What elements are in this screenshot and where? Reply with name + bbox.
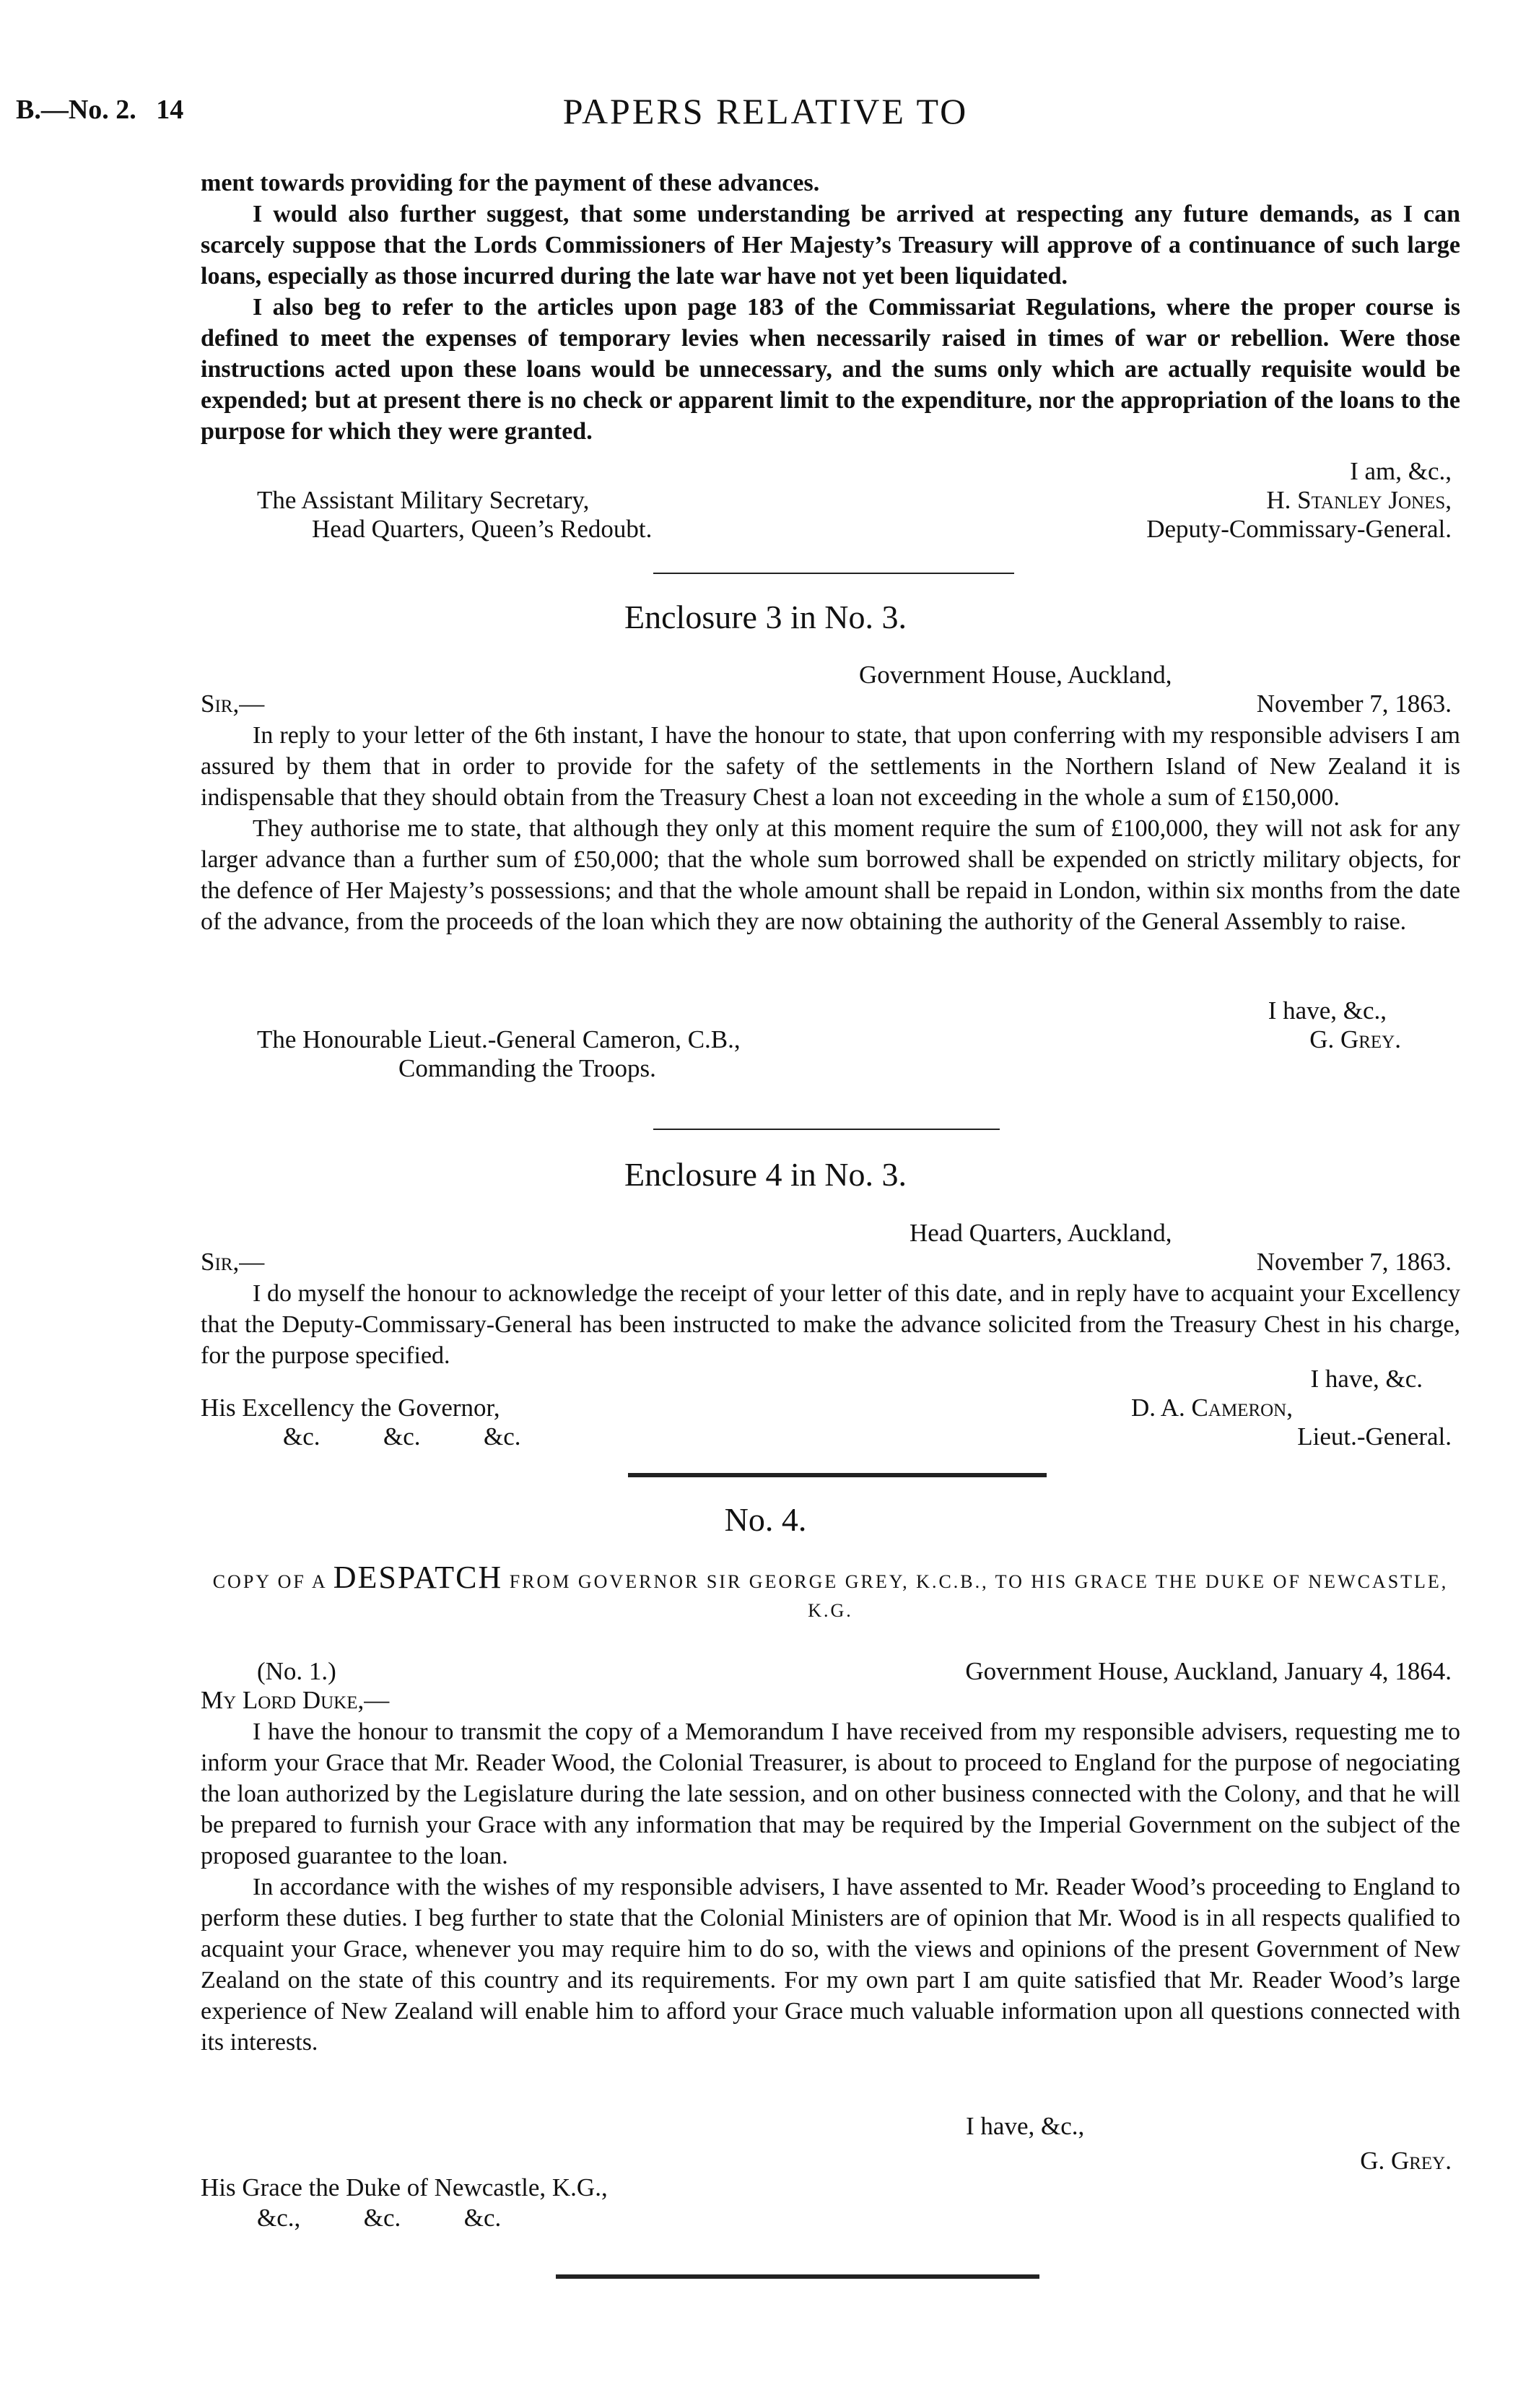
despatch-title-word: DESPATCH	[333, 1560, 503, 1595]
despatch-number-heading: No. 4.	[724, 1501, 807, 1538]
despatch-body	[201, 1716, 1460, 2058]
page-number: 14	[156, 95, 184, 125]
section-divider	[653, 1129, 1000, 1130]
addressee-line: The Honourable Lieut.-General Cameron, C.B.,	[257, 1025, 741, 1053]
signature: D. A. Cameron,	[1130, 1394, 1293, 1422]
addressee-line: Commanding the Troops.	[398, 1054, 656, 1082]
signature-title: Deputy-Commissary-General.	[1146, 515, 1452, 543]
salutation: Sir,—	[201, 690, 265, 718]
place-line: Government House, Auckland,	[859, 661, 1172, 689]
date-line: November 7, 1863.	[1256, 690, 1452, 718]
addressee-line: Head Quarters, Queen’s Redoubt.	[312, 515, 653, 543]
place-line: Head Quarters, Auckland,	[910, 1219, 1172, 1247]
end-divider	[556, 2274, 1039, 2279]
signature: G. Grey.	[1360, 2147, 1452, 2175]
signature-title: Lieut.-General.	[1297, 1422, 1452, 1451]
despatch-title-suffix: FROM GOVERNOR SIR GEORGE GREY, K.C.B., TO HIS GRACE THE DUKE OF NEWCASTLE, K.G.	[502, 1571, 1449, 1621]
paragraph: I also beg to refer to the articles upon page 183 of the Commissariat Regulations, where the proper course is defined to meet the expenses of temporary levies when necessarily raised in times of war or rebellion. Were those instructions acted upon these loans would be unnecessary, and the sums only which are actually requisite would be expended; but at present there is no check or apparent limit to the expenditure, nor the appropriation of the loans to the purpose for which they were granted.	[201, 294, 1460, 445]
salutation: Sir,—	[201, 1248, 265, 1276]
closing: I have, &c.,	[966, 2112, 1085, 2140]
despatch-title-prefix: COPY OF A	[212, 1571, 333, 1592]
enclosure-heading: Enclosure 4 in No. 3.	[624, 1156, 907, 1193]
section-divider	[653, 573, 1014, 574]
signature: G. Grey.	[1309, 1025, 1401, 1053]
addressee-line: &c. &c. &c.	[283, 1422, 521, 1451]
paragraph: I do myself the honour to acknowledge the receipt of your letter of this date, and in reply have to acquaint your Excellency that the Deputy-Commissary-General has been instructed to make the advance solicited from the Treasury Chest in his charge, for the purpose specified.	[201, 1280, 1460, 1369]
section-divider	[628, 1473, 1047, 1477]
enclosure4-body	[201, 1278, 1460, 1371]
paper-reference: B.—No. 2.	[16, 95, 136, 125]
addressee-line: &c., &c. &c.	[257, 2204, 502, 2232]
enclosure3-body	[201, 720, 1460, 937]
paragraph: I would also further suggest, that some understanding be arrived at respecting any future demands, as I can scarcely suppose that the Lords Commissioners of Her Majesty’s Treasury will approve of a continuance of such large loans, especially as those incurred during the late war have not yet been liquidated.	[201, 201, 1460, 290]
running-title: PAPERS RELATIVE TO	[562, 91, 969, 131]
despatch-title	[201, 1560, 1460, 1625]
addressee-line: The Assistant Military Secretary,	[257, 486, 590, 514]
closing: I have, &c.	[1310, 1365, 1423, 1393]
salutation: My Lord Duke,—	[201, 1686, 390, 1714]
paragraph: ment towards providing for the payment of these advances.	[201, 170, 820, 196]
closing: I have, &c.,	[1268, 996, 1387, 1025]
date-line: November 7, 1863.	[1256, 1248, 1452, 1276]
despatch-number: (No. 1.)	[257, 1657, 336, 1685]
enclosure-heading: Enclosure 3 in No. 3.	[624, 599, 907, 635]
place-date-line: Government House, Auckland, January 4, 1864.	[965, 1657, 1452, 1685]
paragraph: They authorise me to state, that although they only at this moment require the sum of £100,000, they will not ask for any larger advance than a further sum of £50,000; that the whole sum borrowed shall be expended on strictly military objects, for the defence of Her Majesty’s possessions; and that the whole amount shall be repaid in London, within six months from the date of the advance, from the proceeds of the loan which they are now obtaining the authority of the General Assembly to raise.	[201, 815, 1460, 935]
top-letter-body	[201, 168, 1460, 447]
signature: H. Stanley Jones,	[1266, 486, 1452, 514]
addressee-line: His Excellency the Governor,	[201, 1394, 500, 1422]
paragraph: In reply to your letter of the 6th instant, I have the honour to state, that upon conferring with my responsible advisers I am assured by them that in order to provide for the safety of the settlements in the Northern Island of New Zealand it is indispensable that they should obtain from the Treasury Chest a loan not exceeding in the whole a sum of £150,000.	[201, 722, 1460, 811]
paragraph: In accordance with the wishes of my responsible advisers, I have assented to Mr. Reader Wood’s proceeding to England to perform these duties. I beg further to state that the Colonial Ministers are of opinion that Mr. Wood is in all respects qualified to acquaint your Grace, whenever you may require him to do so, with the views and opinions of the present Government of New Zealand on the state of this country and its requirements. For my own part I am quite satisfied that Mr. Reader Wood’s large experience of New Zealand will enable him to afford your Grace much valuable information upon all questions connected with its interests.	[201, 1874, 1460, 2056]
closing: I am, &c.,	[1350, 457, 1452, 485]
addressee-line: His Grace the Duke of Newcastle, K.G.,	[201, 2173, 608, 2201]
paragraph: I have the honour to transmit the copy of a Memorandum I have received from my responsible advisers, requesting me to inform your Grace that Mr. Reader Wood, the Colonial Treasurer, is about to proceed to England for the purpose of negociating the loan authorized by the Legislature during the late session, and on other business connected with the Colony, and that he will be prepared to furnish your Grace with any information that may be required by the Imperial Government on the subject of the proposed guarantee to the loan.	[201, 1718, 1460, 1869]
